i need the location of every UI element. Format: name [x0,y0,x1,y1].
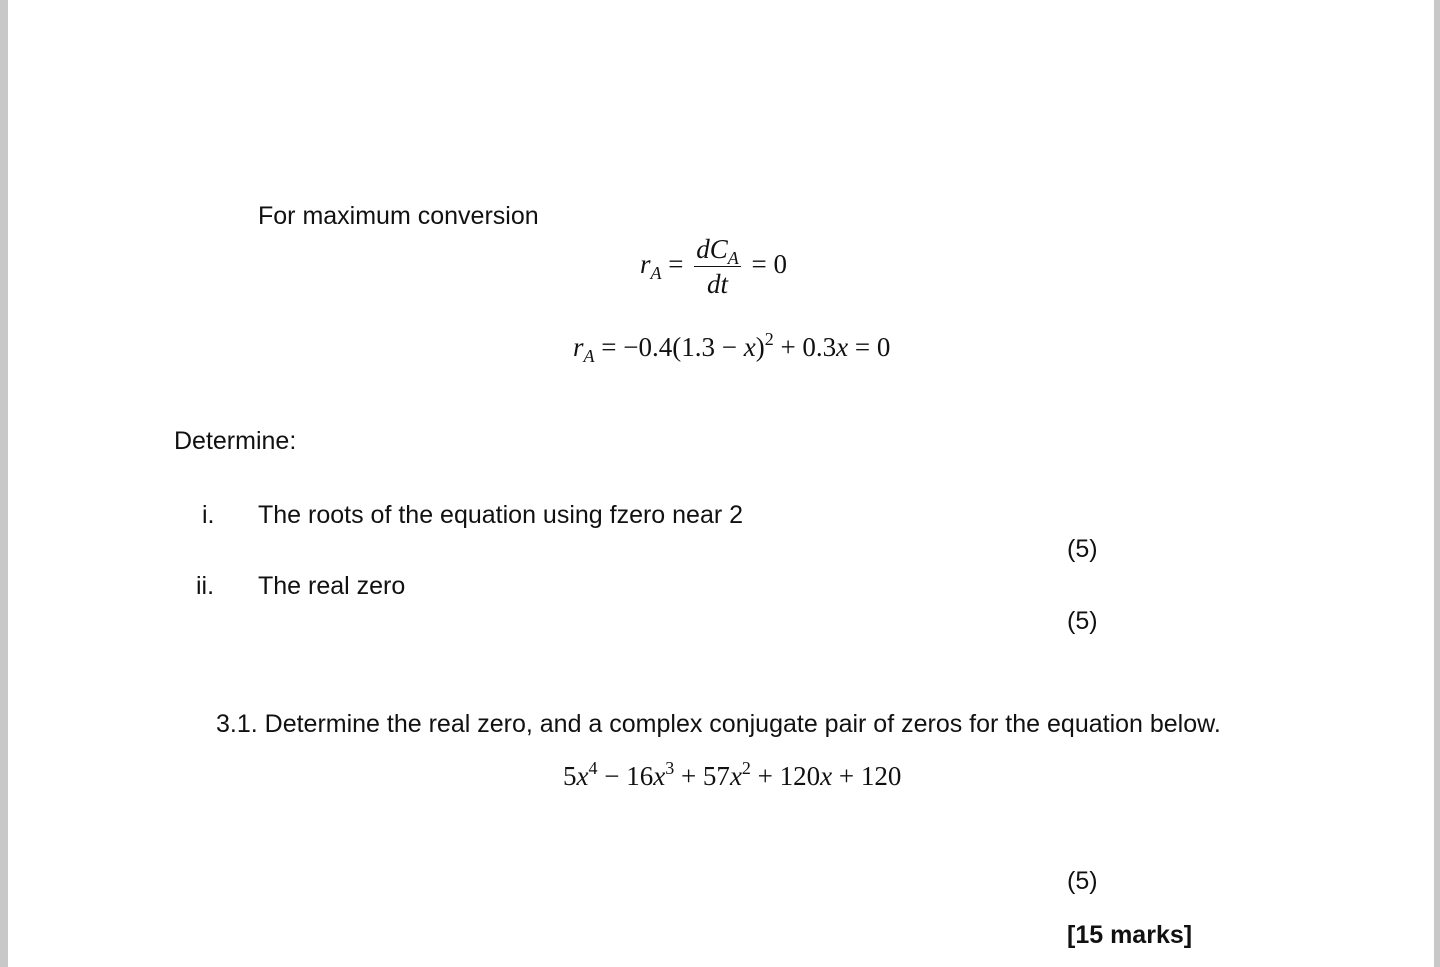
rate-derivative-equation [640,236,787,298]
poly-c3: + 57 [674,761,730,791]
eq2-part3: + 0.3 [773,332,837,362]
polynomial-equation [563,758,902,791]
poly-v4: x [820,761,833,791]
eq2-part2: ) [755,332,765,362]
poly-v1: x [576,761,589,791]
poly-e1: 4 [588,758,598,778]
item-ii-marks: (5) [1067,607,1098,635]
eq1-equals: = [661,249,691,280]
document-page [8,0,1434,967]
poly-c1: 5 [563,761,577,791]
total-marks: [15 marks] [1067,921,1193,949]
eq2-lhs-sub: A [583,346,595,366]
poly-v2: x [653,761,666,791]
item-i-numeral: i. [202,501,215,529]
poly-e3: 2 [741,758,751,778]
eq2-part4: = 0 [848,332,891,362]
page-edge-right [1434,0,1440,967]
eq1-rhs: = 0 [744,249,787,280]
eq1-fraction [694,236,741,298]
determine-label: Determine: [174,427,297,455]
eq2-part1: = −0.4(1.3 − [594,332,744,362]
item-i-marks: (5) [1067,535,1098,563]
poly-c4: + 120 [750,761,821,791]
question-3-1-text: 3.1. Determine the real zero, and a complex conjugate pair of zeros for the equation below. [216,710,1221,738]
eq2-var-x2: x [836,332,849,362]
eq1-lhs: r [640,249,651,280]
eq1-numerator-sub: A [727,248,739,268]
eq2-exponent: 2 [764,329,774,349]
poly-c5: + 120 [832,761,902,791]
question-3-1-marks: (5) [1067,867,1098,895]
eq1-lhs-sub: A [650,263,662,284]
poly-c2: − 16 [597,761,654,791]
intro-text: For maximum conversion [258,202,539,230]
poly-v3: x [729,761,742,791]
item-ii-text: The real zero [258,572,406,600]
eq1-numerator: dC [696,234,728,264]
rate-equation [573,329,891,366]
eq2-lhs: r [573,332,584,362]
eq2-var-x: x [743,332,756,362]
eq1-denominator: dt [707,269,729,299]
item-i-text: The roots of the equation using fzero near 2 [258,501,744,529]
poly-e2: 3 [665,758,675,778]
item-ii-numeral: ii. [196,572,215,600]
